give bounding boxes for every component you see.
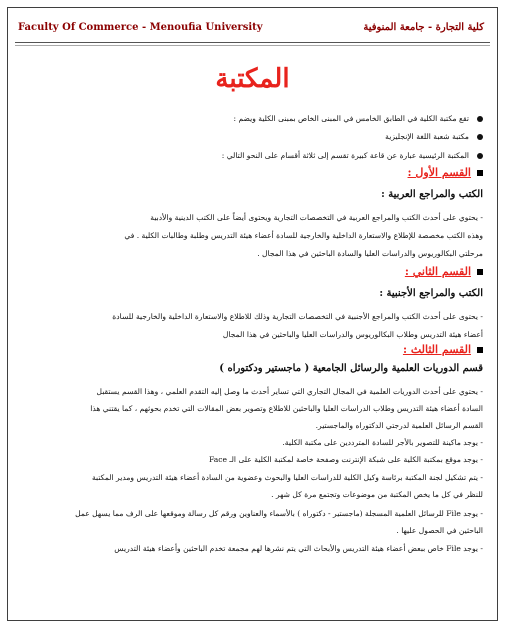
bullet-icon [477,134,483,140]
intro-item: تقع مكتبة الكلية في الطابق الخامس في المبنى الخاص بمبنى الكلية ويضم : [20,113,483,125]
section-heading-2: القسم الثاني : [20,265,483,278]
paragraph-line: - يوجد File للرسائل العلمية المسجلة (ماجستير - دكتوراه ) بالأسماء والعناوين ورقم كل رسالة وموقعها على الرف مما يسهل عمل [75,509,483,518]
bullet-icon [477,116,483,122]
section-subtitle-3: قسم الدوريات العلمية والرسائل الجامعية ( ماجستير ودكتوراه ) [219,363,483,374]
section-subtitle-2: الكتب والمراجع الأجنبية : [379,288,483,299]
paragraph-line: القسم الرسائل العلمية لدرجتي الدكتوراه والماجستير. [315,421,483,430]
paragraph-line: - يتم تشكيل لجنة المكتبة برئاسة وكيل الكلية للدراسات العليا والبحوث وعضوية من السادة أعضاء هيئة التدريس ومدير المكتبة [91,473,483,482]
paragraph-line: - يحتوي على أحدث الدوريات العلمية في المجال التجاري التي تساير أحدث ما وصل إليه التقدم العلمي ، وهذا القسم يستقبل [96,387,483,396]
paragraph-line: للنظر في كل ما يخص المكتبة من موضوعات وتجتمع مرة كل شهر . [271,490,483,499]
paragraph-line: السادة أعضاء هيئة التدريس وطلاب الدراسات العليا والباحثين للاطلاع وتصوير بعض المقالات التي تخدم بحوثهم ، كما يقتني هذا [90,404,483,413]
bullet-icon [477,153,483,159]
section-heading-3: القسم الثالث : [20,343,483,356]
paragraph-line: وهذه الكتب مخصصة للإطلاع والاستعارة الداخلية والخارجية للسادة أعضاء هيئة التدريس وطلبة وطالبات الكلية . في [124,231,483,240]
paragraph-line: - يوجد File خاص ببعض أعضاء هيئة التدريس والأبحاث التي يتم نشرها لهم مجمعة تخدم الباحثين وأعضاء هيئة التدريس [114,544,483,553]
paragraph-line: الباحثين في الحصول عليها . [396,526,483,535]
paragraph-line: مرحلتي البكالوريوس والدراسات العليا والسادة الباحثين في هذا المجال . [257,249,483,258]
square-bullet-icon [477,347,483,353]
header-rule [15,42,490,43]
section-subtitle-1: الكتب والمراجع العربية : [381,189,483,200]
header-english: Faculty Of Commerce - Menoufia University [18,22,263,33]
intro-item: المكتبة الرئيسية عبارة عن قاعة كبيرة تقسم إلى ثلاثة أقسام على النحو التالي : [20,150,483,162]
paragraph-line: - يوجد موقع بمكتبة الكلية على شبكة الإنترنت وصفحة خاصة لمكتبة الكلية على الـ Face [208,455,483,464]
section-heading-1: القسم الأول : [20,166,483,179]
paragraph-line: - يحتوى على أحدث الكتب والمراجع الأجنبية في التخصصات التجارية وذلك للاطلاع والاستعارة الداخلية والخارجية للسادة [112,312,483,321]
square-bullet-icon [477,269,483,275]
intro-item: مكتبة شعبة اللغة الإنجليزية [20,131,483,143]
paragraph-line: - يحتوي على أحدث الكتب والمراجع العربية في التخصصات التجارية ويحتوى أيضاً على الكتب الدينية والأدبية [150,213,483,222]
header-arabic: كلية التجارة - جامعة المنوفية [363,22,484,33]
paragraph-line: - يوجد ماكينة للتصوير بالأجر للسادة المترددين على مكتبة الكلية. [282,438,483,447]
square-bullet-icon [477,170,483,176]
header-rule-thin [15,45,490,46]
paragraph-line: أعضاء هيئة التدريس وطلاب البكالوريوس والدراسات العليا والباحثين في هذا المجال [222,330,483,339]
page-title: المكتبة [215,64,290,94]
